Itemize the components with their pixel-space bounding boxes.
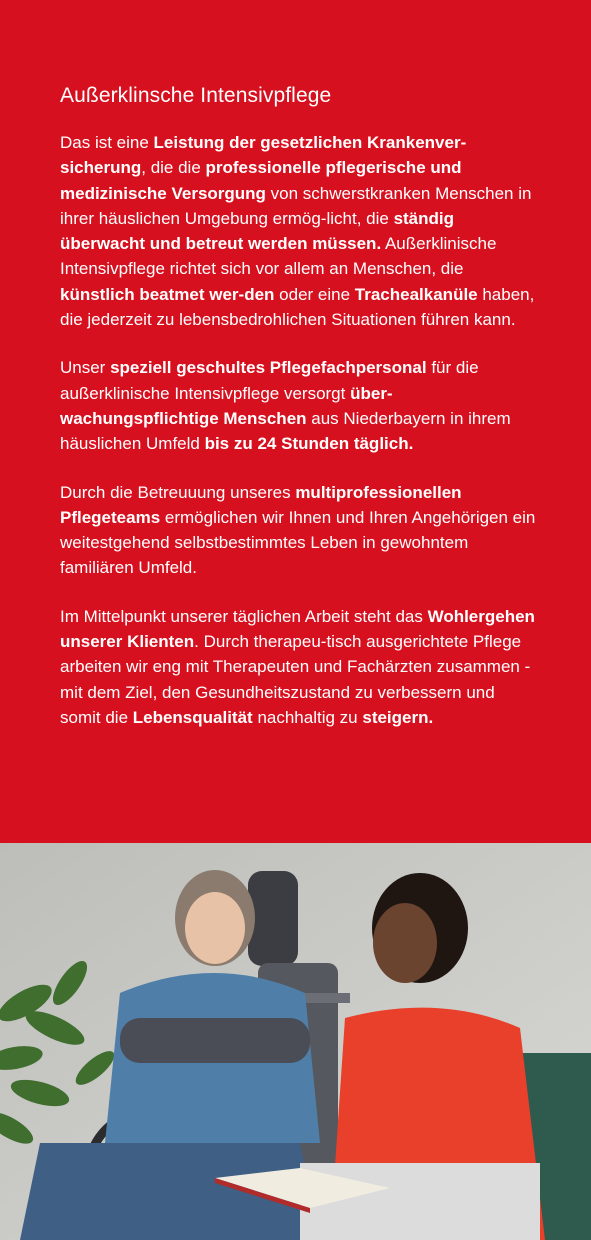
body-paragraph-2 (60, 355, 540, 456)
content-column (60, 84, 540, 753)
body-paragraph-4 (60, 604, 540, 730)
body-text-run: nachhaltig zu (252, 707, 363, 727)
body-text-run: . Durch therapeu-tisch ausgerichtete Pflege arbeiten wir eng mit Therapeuten und Fachärzten zusammen - mit dem Ziel, den Gesundheitszustand zu verbessern und somit die (60, 632, 531, 727)
body-text-run: Außerklinische Intensivpflege richtet sich vor allem an Menschen, die (60, 234, 497, 279)
emphasis-text: ständig überwacht und betreut werden müssen. (60, 208, 455, 254)
body-text-run: Durch die Betreuuung unseres (60, 482, 296, 502)
body-text-run: haben, die jederzeit zu lebensbedrohlichen Situationen führen kann. (60, 284, 535, 330)
emphasis-text: Leistung der gesetzlichen Krankenver-sicherung (60, 133, 467, 178)
page-title: Außerklinsche Intensivpflege (60, 84, 332, 107)
body-text-run: oder eine (274, 284, 355, 304)
body-text-run: Das ist eine (60, 133, 154, 152)
body-text-run: von schwerstkranken Menschen in ihrer häuslichen Umgebung ermög-licht, die (60, 183, 532, 228)
photo-illustration (0, 843, 591, 1240)
emphasis-text: steigern. (362, 707, 434, 727)
emphasis-text: künstlich beatmet wer-den (60, 284, 275, 304)
emphasis-text: bis zu 24 Stunden täglich. (204, 434, 414, 454)
emphasis-text: Wohlergehen unserer Klienten (60, 606, 535, 652)
body-text-run: Unser (60, 358, 111, 378)
body-text-run: Im Mittelpunkt unserer täglichen Arbeit steht das (60, 606, 428, 626)
emphasis-text: Trachealkanüle (354, 284, 478, 304)
body-text-run: für die außerklinische Intensivpflege versorgt (60, 358, 479, 403)
body-paragraph-3 (60, 480, 540, 581)
emphasis-text: multiprofessionellen Pflegeteams (60, 482, 462, 527)
emphasis-text: professionelle pflegerische und medizinische Versorgung (60, 158, 462, 203)
body-text-run: ermöglichen wir Ihnen und Ihren Angehörigen ein weitestgehend selbstbestimmtes Leben in gewohntem familiären Umfeld. (60, 507, 536, 578)
photo-caregiver-and-patient (0, 843, 591, 1240)
body-text (60, 130, 540, 730)
body-text-run: , die die (141, 158, 206, 178)
body-paragraph-1 (60, 130, 540, 332)
emphasis-text: über-wachungspflichtige Menschen (60, 383, 393, 428)
body-text-run: aus Niederbayern in ihrem häuslichen Umfeld (60, 408, 511, 454)
emphasis-text: speziell geschultes Pflegefachpersonal (110, 358, 427, 378)
emphasis-text: Lebensqualität (132, 707, 253, 727)
